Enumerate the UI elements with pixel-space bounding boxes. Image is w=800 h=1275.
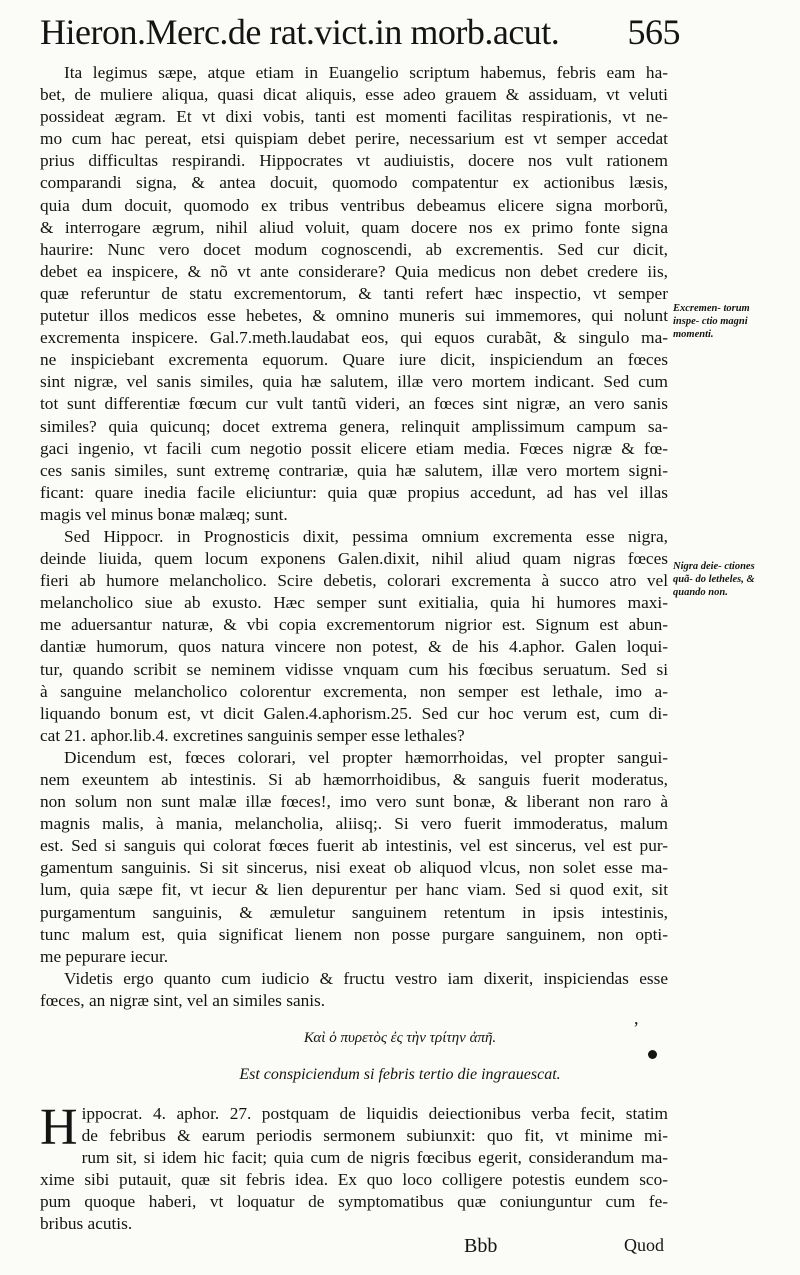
- page-number: 565: [627, 12, 680, 52]
- text-line: Ita legimus sæpe, atque etiam in Euangelio scriptum habemus, febris eam ha-: [64, 63, 668, 82]
- main-text: [40, 62, 668, 1012]
- text-line: rum sit, si idem hic facit; quia cum de nigris fœcibus egerit, considerandum ma-: [81, 1148, 668, 1168]
- text-line: Videtis ergo quanto cum iudicio & fructu vestro iam dixerit, inspiciendas esse: [64, 968, 668, 988]
- text-line: tot sunt differentiæ fœcum cur vult tantũ videri, an fœces sint nigræ, an vero sanis: [40, 394, 668, 414]
- drop-cap: H: [40, 1099, 78, 1156]
- text-line: cat 21. aphor.lib.4. excretines sanguinis semper esse lethales?: [40, 725, 465, 745]
- text-line: ficant: quare inedia facile eliciuntur: quia quæ propius accedunt, ad has vel illas: [40, 482, 668, 502]
- running-title: Hieron.Merc.de rat.vict.in morb.acut.: [40, 12, 560, 52]
- text-line: & interrogare ægrum, nihil aliud voluit, quam docere nos ex primo fonte signa: [40, 217, 668, 237]
- greek-lemma: Καὶ ὁ πυρετὸς ἐς τὴν τρίτην ἀπῆ.: [303, 1030, 497, 1046]
- lemma-translation: Est conspiciendum si febris tertio die ingrauescat.: [239, 1066, 561, 1083]
- ornament-dot: [648, 1050, 657, 1059]
- text-line: est. Sed si sanguis qui colorat fœces fuerit ab intestinis, vel est sincerus, vel est pur-: [40, 836, 668, 856]
- text-line: possideat ægram. Et vt dixi vobis, tanti est momenti facilitas respirationis, vt ne-: [40, 107, 668, 127]
- margin-mark: ,: [634, 1008, 639, 1028]
- text-line: Dicendum est, fœces colorari, vel propter hæmorrhoidas, vel propter sangui-: [64, 747, 668, 767]
- text-line: me aduersantur naturæ, & vbi copia excrementorum nigrior est. Signum est abun-: [40, 615, 668, 635]
- text-line: debet ea inspicere, & nõ vt ante considerare? Quia medicus non debet credere iis,: [40, 261, 668, 281]
- section-text: [40, 1099, 668, 1236]
- margin-note-excrement-inspection: Excremen- torum inspe- ctio magni momenti.: [673, 303, 750, 340]
- text-line: liquando bonum est, vt dicit Galen.4.aphorism.25. Sed cur hoc verum est, cum di-: [40, 703, 668, 723]
- text-line: deinde liuida, quem locum exponens Galen.dixit, nihil aliud quam nigras fœces: [40, 549, 668, 569]
- text-line: fieri ab humore melancholico. Scire debetis, colorari excrementa à succo atro vel: [40, 571, 668, 591]
- running-header: [40, 12, 680, 52]
- text-line: dantiæ humorum, quos natura vincere non potest, & de his 4.aphor. Galen loqui-: [40, 637, 668, 657]
- text-line: haurire: Nunc vero docet modum cognoscendi, ab excrementis. Sed cur dicit,: [40, 239, 668, 259]
- text-line: purgamentum sanguinis, & æmuletur sanguinem retentum in ipsis intestinis,: [40, 902, 668, 922]
- text-line: pum quoque haberi, vt loquatur de symptomatibus quæ coniunguntur cum fe-: [40, 1192, 668, 1212]
- text-line: similes? quia quicunq; docet extrema genera, relinquit amplissimum campum sa-: [40, 416, 668, 436]
- catchword: Quod: [624, 1235, 664, 1255]
- text-line: me pepurare iecur.: [40, 946, 169, 966]
- text-line: comparandi signa, & antea docuit, quomodo compatentur ex actionibus læsis,: [40, 173, 668, 193]
- text-line: lum, quia sæpe fit, vt iecur & lien depurentur per hanc viam. Sed si quod exit, sit: [40, 880, 668, 900]
- text-line: gamentum sanguinis. Si sit sincerus, nisi exeat ob aliquod vlcus, non solet esse ma-: [40, 858, 668, 878]
- text-line: ne inspiciebant excrementa equorum. Quare iure dicit, inspiciendum an fœces: [40, 350, 668, 370]
- text-line: xime sibi putauit, quæ sit febris idea. Ex quo loco colligere potestis eundem sco-: [40, 1170, 668, 1190]
- margin-note-black-dejections: Nigra deie- ctiones quã- do letheles, & quando non.: [673, 561, 755, 598]
- text-line: magnis malis, à mania, melancholia, aliisq;. Si vero fuerit immoderatus, malum: [40, 814, 668, 834]
- text-line: magis vel minus bonæ malæq; sunt.: [40, 504, 288, 524]
- text-line: ippocrat. 4. aphor. 27. postquam de liquidis deiectionibus verba fecit, statim: [81, 1104, 668, 1123]
- text-line: prius difficultas respirandi. Hippocrates vt audiuistis, docere nos vult rationem: [40, 151, 668, 171]
- signature-mark: Bbb: [464, 1235, 498, 1257]
- text-line: tur, quando scribit se neminem vidisse vnquam cum his fœcibus seruatum. Sed si: [40, 659, 668, 679]
- text-line: nem exeuntem ab intestinis. Si ab hæmorrhoidibus, & sanguis fuerit moderatus,: [40, 770, 668, 789]
- text-line: de febribus & earum periodis sermonem subiunxit: quo fit, vt minime mi-: [81, 1126, 668, 1146]
- text-line: putetur illos medicos esse hebetes, & omnino muneris sui immemores, qui nolunt: [40, 306, 668, 326]
- text-line: quia dum docuit, quomodo ex tribus ventribus debeamus elicere signa morborũ,: [40, 195, 668, 215]
- text-line: sint nigræ, vel sanis similes, quia hæ salutem, illæ vero mortem indicant. Sed cum: [40, 372, 668, 392]
- text-line: gaci ingenio, vt facili cum negotio possit elicere etiam media. Fœces nigræ & fœ-: [40, 438, 668, 458]
- text-line: Sed Hippocr. in Prognosticis dixit, pessima omnium excrementa esse nigra,: [64, 526, 668, 546]
- text-line: ces sanis similes, sunt extremę contrariæ, quia hæ salutem, illæ vero mortem signi-: [40, 460, 668, 480]
- text-line: à sanguine melancholico colorentur excrementa, non semper est lethale, imo a-: [40, 681, 668, 701]
- text-line: mo cum hac pereat, etsi quispiam debet perire, necessarium est vt semper accedat: [40, 129, 668, 149]
- text-line: bribus acutis.: [40, 1214, 133, 1234]
- text-line: excrementa inspicere. Gal.7.meth.laudabat eos, qui equos curabãt, & singulo ma-: [40, 328, 668, 348]
- text-line: fœces, an nigræ sint, vel an similes sanis.: [40, 990, 326, 1010]
- text-line: bet, de muliere aliqua, quasi dicat aliquis, esse adeo grauem & assiduam, vt veluti: [40, 85, 668, 105]
- text-line: tunc malum est, quia significat lienem non posse purgare sanguinem, non opti-: [40, 924, 668, 944]
- text-line: melancholico siue ab exusto. Hæc semper sunt exitialia, quia hi humores maxi-: [40, 593, 668, 613]
- text-line: non solum non sunt malæ illæ fœces!, imo vero sunt bonæ, & liberant non raro à: [40, 792, 668, 812]
- text-line: quæ referuntur de statu excrementorum, & tanti refert hæc inspectio, vt semper: [40, 283, 668, 303]
